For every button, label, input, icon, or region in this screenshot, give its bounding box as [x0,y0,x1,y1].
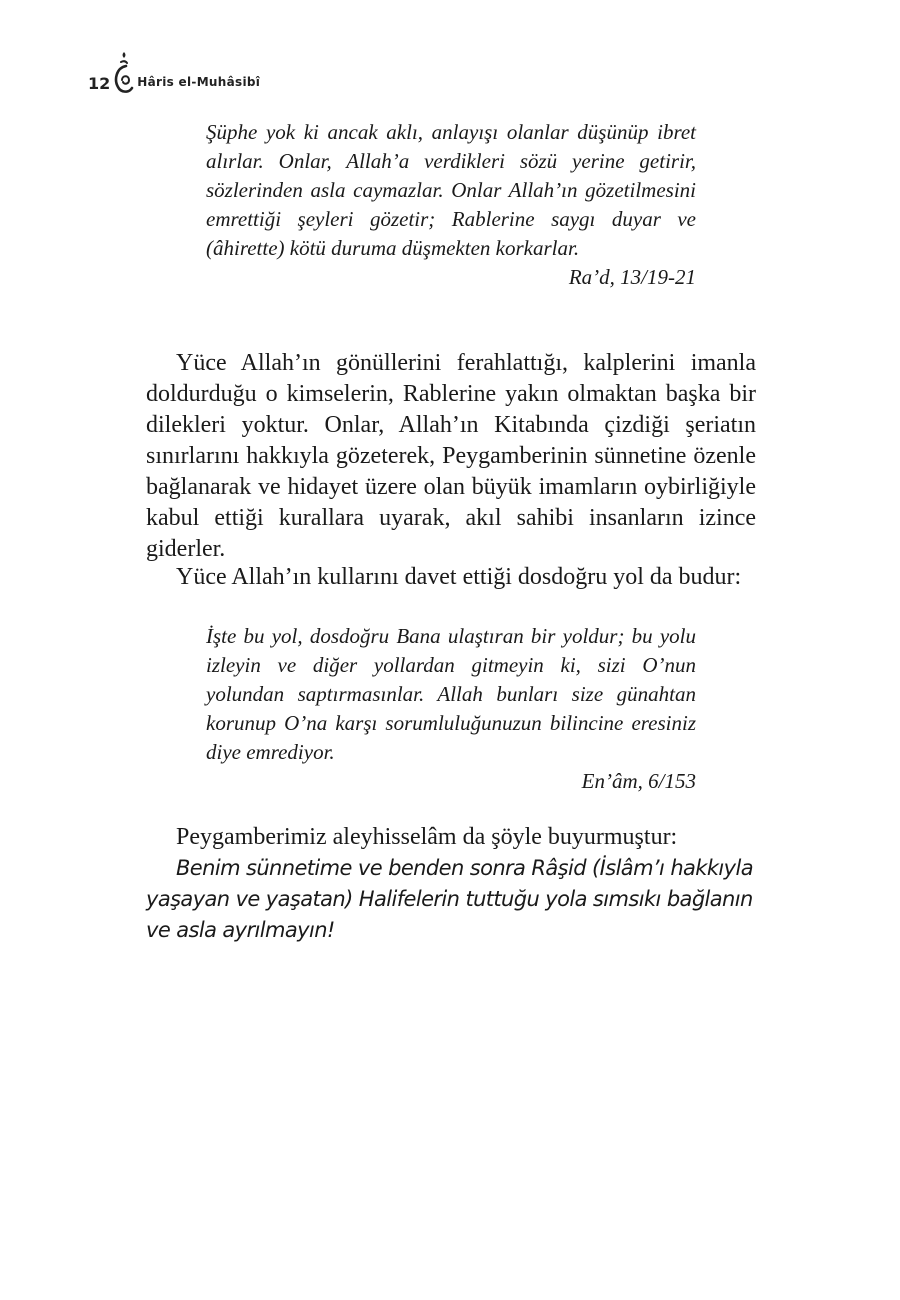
running-title: Hâris el-Muhâsibî [137,75,261,89]
verse-quote-1 [206,118,696,292]
page-header [88,48,260,96]
body-paragraph-1: Yüce Allah’ın gönüllerini ferahlattığı, kalplerini imanla doldurduğu o kimselerin, Rablerine yakın olmaktan başka bir dilekleri yoktur. Onlar, Allah’ın Kitabında çizdiği şeriatın sınırlarını hakkıyla gözeterek, Peygamberinin sünnetine özenle bağlanarak ve hidayet üzere olan büyük imamların oybirliğiyle kabul ettiği kurallara uyarak, akıl sahibi insanların izince giderler. [146,350,756,562]
verse-citation: Ra’d, 13/19-21 [568,265,696,289]
page-number: 12 [88,74,111,93]
verse-text: İşte bu yol, dosdoğru Bana ulaştıran bir yoldur; bu yolu izleyin ve diğer yollardan gitmeyin ki, sizi O’nun yolundan saptırmasınlar. Allah bunları size günahtan korunup O’na karşı sorumluluğunuzun bilincine eresiniz diye emrediyor. [206,624,696,764]
body-paragraph-2: Yüce Allah’ın kullarını davet ettiği dosdoğru yol da budur: [176,564,742,590]
verse-citation: En’âm, 6/153 [581,769,696,793]
verse-text: Şüphe yok ki ancak aklı, anlayışı olanlar düşünüp ibret alırlar. Onlar, Allah’a verdikleri sözü yerine getirir, sözlerinden asla caymazlar. Onlar Allah’ın gözetilmesini emrettiği şeyleri gözetir; Rablerine saygı duyar ve (âhirette) kötü duruma düşmekten korkarlar. [206,120,696,260]
calligraphy-logo-icon [112,50,134,96]
hadith-quote: Benim sünnetime ve benden sonra Râşid (İslâm’ı hakkıyla yaşayan ve yaşatan) Halifelerin tuttuğu yola sımsıkı bağlanın ve asla ayrılmayın! [146,856,753,942]
verse-quote-2 [206,622,696,796]
body-paragraph-3: Peygamberimiz aleyhisselâm da şöyle buyurmuştur: [176,824,678,850]
